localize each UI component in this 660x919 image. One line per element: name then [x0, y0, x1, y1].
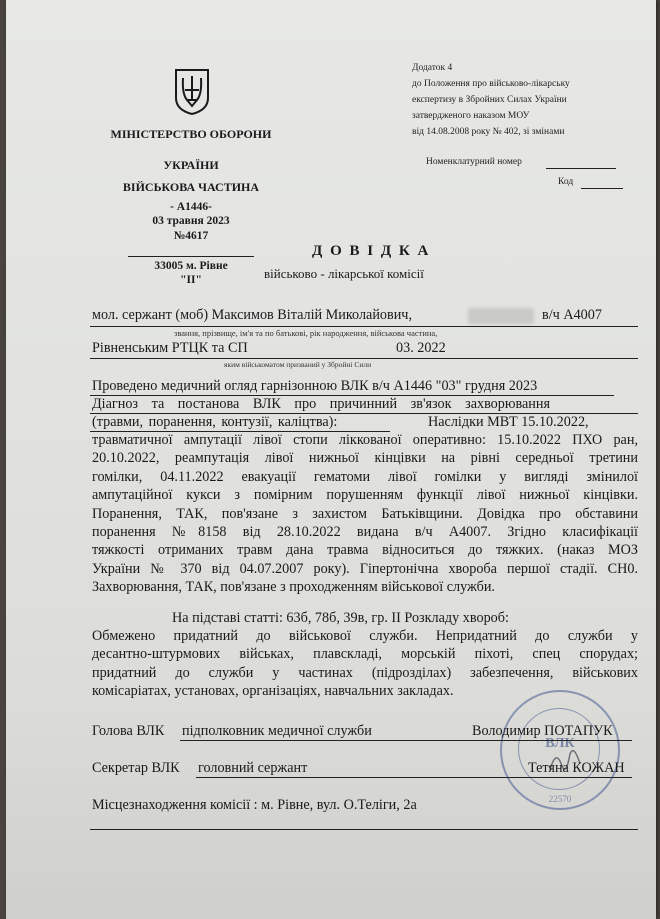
stamp-letters: ВЛК: [545, 736, 575, 751]
annex-line: затвердженого наказом МОУ: [412, 111, 530, 121]
diagnosis-text: [92, 431, 638, 597]
chair-label: Голова ВЛК: [92, 723, 165, 739]
diagnosis-line: ампутаційної кукси з помірним порушенням функції лівої нижньої кінцівки.: [92, 487, 638, 504]
diagnosis-line: Наслідки МВТ 15.10.2022,: [428, 414, 589, 430]
decision-line: придатний до служби у частинах (підрозділах) забезпечення, військових: [92, 664, 638, 681]
code-label: Код: [558, 177, 574, 187]
basis-line: На підставі статті: 63б, 78б, 39в, гр. II Розкладу хвороб:: [172, 610, 509, 626]
bottom-rule: [90, 829, 638, 830]
secretary-label: Секретар ВЛК: [92, 760, 180, 776]
person-underline: [90, 326, 638, 327]
document-subtitle: військово - лікарської комісії: [264, 266, 424, 281]
document-title: Д О В І Д К А: [312, 243, 431, 259]
person-unit: в/ч А4007: [542, 307, 602, 323]
secretary-rank: головний сержант: [198, 760, 308, 776]
nomenclature-label: Номенклатурний номер: [426, 157, 522, 167]
diagnosis-line: поранення №8158 від 28.10.2022 видана в/ч А4007. Згідно класифікації: [92, 524, 638, 541]
commission-location: Місцезнаходження комісії : м. Рівне, вул. О.Теліги, 2а: [92, 797, 417, 813]
secretary-name: Тетяна КОЖАН: [528, 760, 625, 776]
called-by: Рівненським РТЦК та СП: [92, 340, 248, 356]
postcode-city: 33005 м. Рівне: [154, 260, 228, 272]
person-name: мол. сержант (моб) Максимов Віталій Миколайович,: [92, 307, 412, 323]
code-field: [581, 188, 623, 189]
annex-block: [412, 60, 652, 140]
diagnosis-heading: Діагноз та постанова ВЛК про причинний зв'язок захворювання: [92, 396, 550, 412]
nomenclature-field: [546, 168, 616, 169]
trident-emblem-icon: [174, 68, 210, 116]
diagnosis-line: травматичної ампутації лівої стопи ліккованої оперативно: 15.10.2022 ПХО ран,: [92, 432, 638, 448]
diagnosis-line: України № 370 від 04.07.2007 року). Гіпертонічна хвороба першої стадії. СН0.: [92, 560, 638, 577]
header-divider: [128, 256, 254, 257]
annex-line: до Положення про військово-лікарську: [412, 79, 570, 89]
annex-line: експертизу в Збройних Силах України: [412, 95, 567, 105]
annex-line: Додаток 4: [412, 63, 453, 73]
chair-name: Володимир ПОТАПУК: [472, 723, 613, 739]
called-underline: [90, 358, 638, 359]
ministry-name: МІНІСТЕРСТВО ОБОРОНИ: [110, 127, 272, 141]
issue-date: 03 травня 2023: [152, 215, 230, 227]
called-date: 03. 2022: [396, 340, 446, 356]
decision-line: Обмежено придатний до військової служби. Непридатний до служби у: [92, 628, 638, 644]
country-name: УКРАЇНИ: [163, 158, 219, 172]
document-number: №4617: [173, 230, 209, 242]
called-caption: яким військоматом призваний у Збройні Сили: [224, 360, 372, 369]
decision-line: комісаріатах, установах, організаціях, навчальних закладах.: [92, 683, 454, 700]
annex-line: від 14.08.2008 року № 402, зі змінами: [412, 127, 565, 137]
diagnosis-line: 20.10.2022, реампутація лівої нижньої кінцівки на рівні середньої третини: [92, 450, 638, 467]
exam-line: Проведено медичний огляд гарнізонною ВЛК в/ч А1446 "03" грудня 2023: [92, 378, 538, 394]
diagnosis-heading-cont: (травми, поранення, контузії, каліцтва):: [92, 414, 338, 430]
diagnosis-line: Поранення, ТАК, пов'язане з захистом Батьківщини. Довідка про обставини: [92, 505, 638, 522]
stamp-number: 22570: [548, 794, 572, 804]
person-caption: звання, прізвище, ім'я та по батькові, рік народження, військова частина,: [174, 328, 438, 338]
document-page: [6, 0, 656, 919]
city-quote: "II": [180, 274, 202, 286]
decision-line: десантно-штурмових військах, плавскладі, морській піхоті, спец спорудах;: [92, 646, 638, 663]
unit-title: ВІЙСЬКОВА ЧАСТИНА: [122, 180, 260, 194]
diagnosis-line: Захворювання, ТАК, пов'язане з проходженням військової служби.: [92, 579, 495, 596]
diagnosis-line: гомілки, 04.11.2022 евакуації гематоми лівої гомілки у вигляді змінилої: [92, 468, 638, 485]
unit-number: - А1446-: [170, 201, 212, 213]
diagnosis-line: тяжкості отриманих травм дана травма відноситься до тяжких. (наказ МОЗ: [92, 542, 638, 559]
redacted-birth-year: [468, 308, 534, 324]
chair-rank: підполковник медичної служби: [182, 723, 372, 739]
